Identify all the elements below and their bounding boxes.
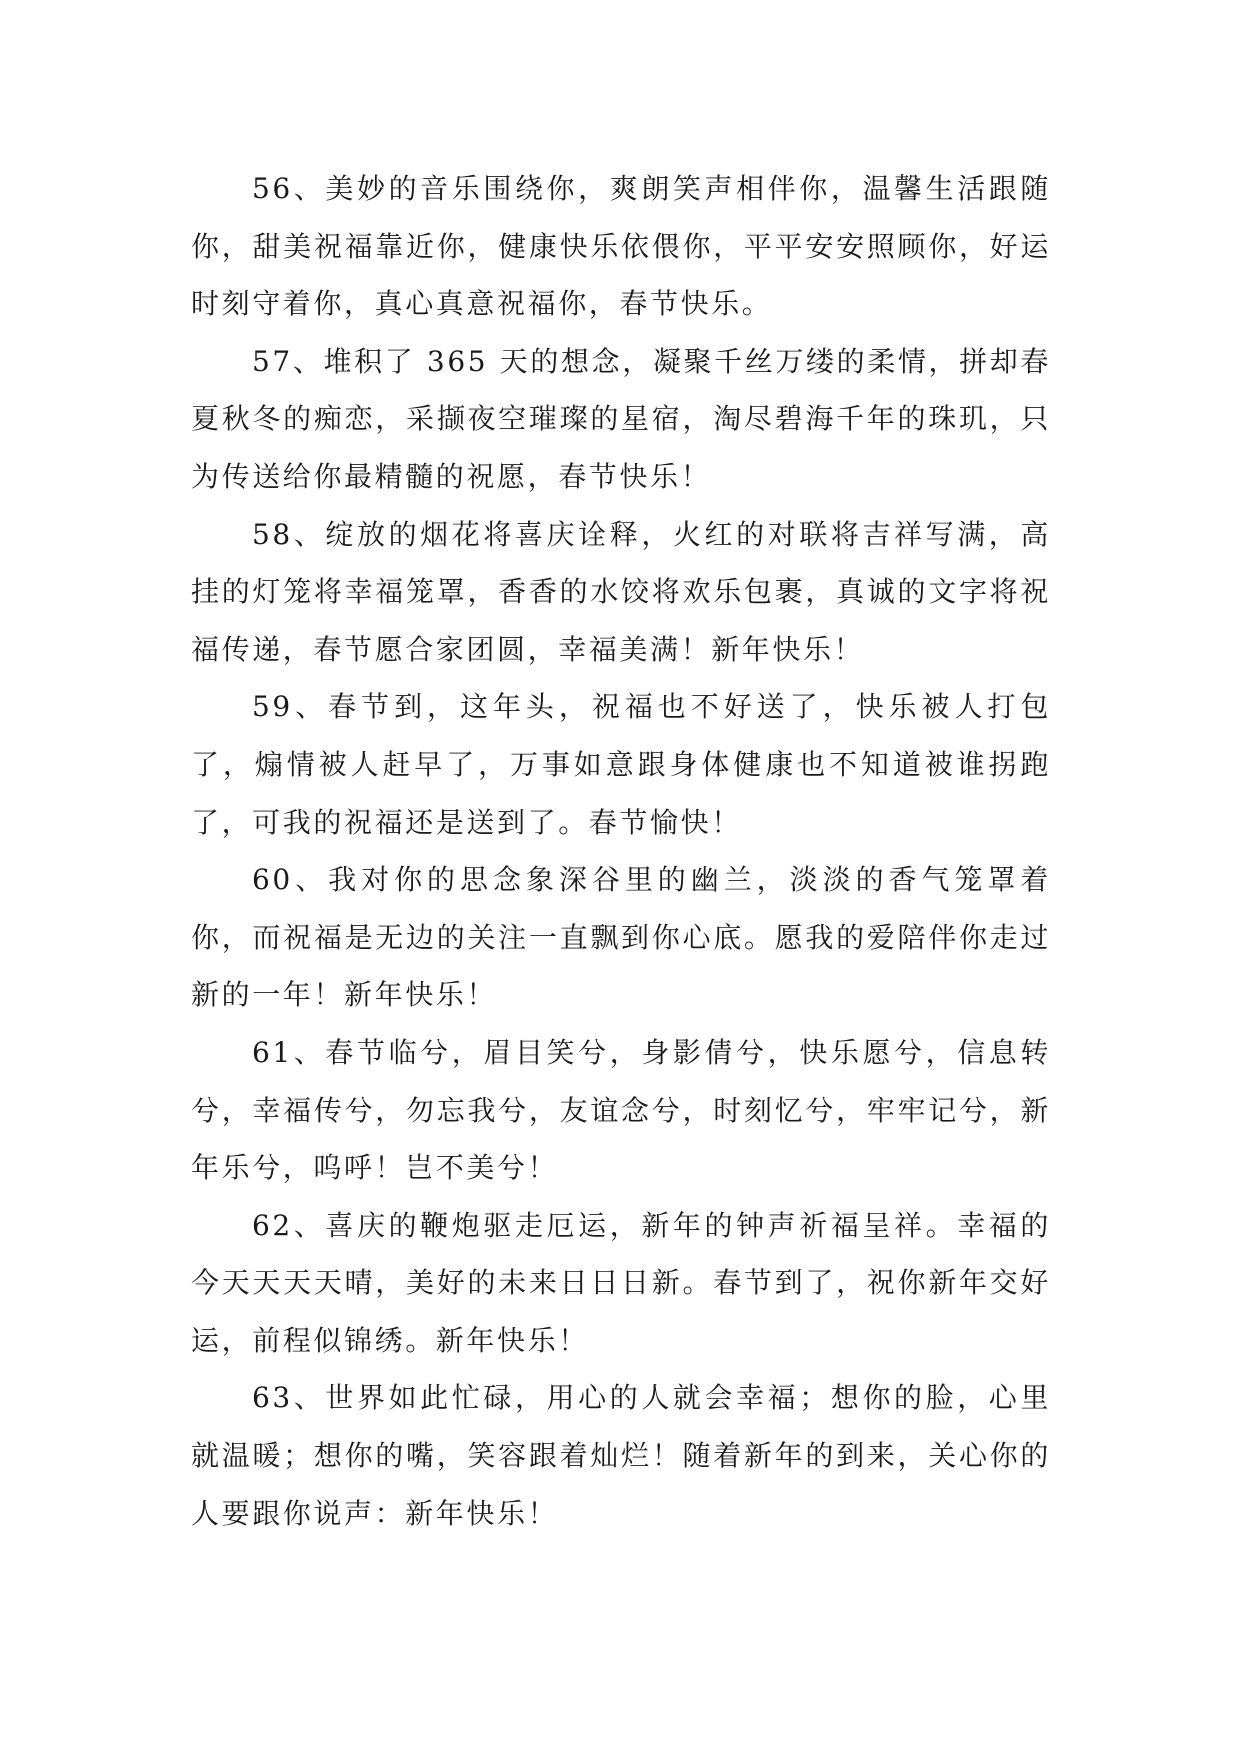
- paragraph-60: 60、我对你的思念象深谷里的幽兰，淡淡的香气笼罩着你，而祝福是无边的关注一直飘到你心底。愿我的爱陪伴你走过新的一年！新年快乐！: [191, 863, 1051, 1012]
- paragraph-59: 59、春节到，这年头，祝福也不好送了，快乐被人打包了，煽情被人赶早了，万事如意跟身体健康也不知道被谁拐跑了，可我的祝福还是送到了。春节愉快！: [191, 690, 1051, 839]
- paragraph-62: 62、喜庆的鞭炮驱走厄运，新年的钟声祈福呈祥。幸福的今天天天天晴，美好的未来日日日新。春节到了，祝你新年交好运，前程似锦绣。新年快乐！: [191, 1208, 1051, 1357]
- paragraph-61: 61、春节临兮，眉目笑兮，身影倩兮，快乐愿兮，信息转兮，幸福传兮，勿忘我兮，友谊念兮，时刻忆兮，牢牢记兮，新年乐兮，呜呼！岂不美兮！: [191, 1035, 1051, 1185]
- document-body: [191, 160, 1051, 1542]
- paragraph-56: 56、美妙的音乐围绕你，爽朗笑声相伴你，温馨生活跟随你，甜美祝福靠近你，健康快乐依偎你，平平安安照顾你，好运时刻守着你，真心真意祝福你，春节快乐。: [191, 172, 1051, 321]
- paragraph-58: 58、绽放的烟花将喜庆诠释，火红的对联将吉祥写满，高挂的灯笼将幸福笼罩，香香的水饺将欢乐包裹，真诚的文字将祝福传递，春节愿合家团圆，幸福美满！新年快乐！: [191, 517, 1051, 666]
- paragraph-63: 63、世界如此忙碌，用心的人就会幸福；想你的脸，心里就温暖；想你的嘴，笑容跟着灿烂！随着新年的到来，关心你的人要跟你说声：新年快乐！: [191, 1381, 1051, 1530]
- paragraph-57: 57、堆积了 365 天的想念，凝聚千丝万缕的柔情，拼却春夏秋冬的痴恋，采撷夜空璀璨的星宿，淘尽碧海千年的珠玑，只为传送给你最精髓的祝愿，春节快乐！: [191, 344, 1051, 493]
